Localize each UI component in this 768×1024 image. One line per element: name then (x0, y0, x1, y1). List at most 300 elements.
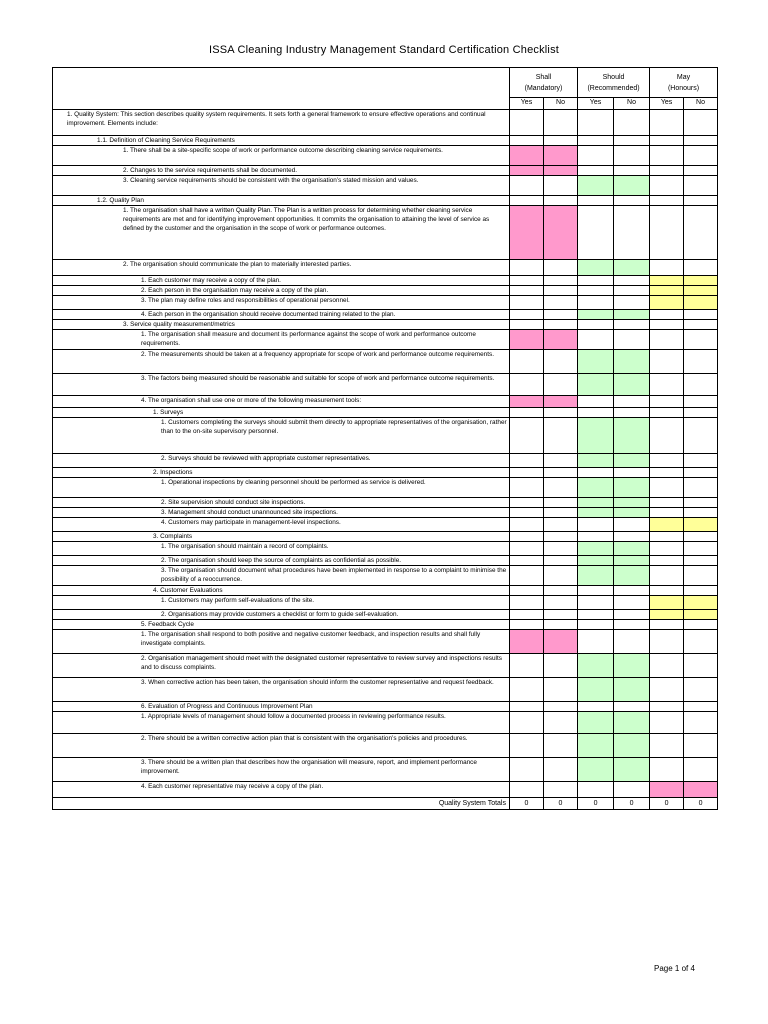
shall-yes-checkbox-cell[interactable] (510, 542, 544, 556)
shall-no-checkbox-cell[interactable] (544, 286, 578, 296)
may-yes-checkbox-cell[interactable] (650, 468, 684, 478)
may-yes-checkbox-cell[interactable] (650, 498, 684, 508)
may-no-checkbox-cell[interactable] (684, 396, 718, 408)
may-no-checkbox-cell[interactable] (684, 110, 718, 136)
should-yes-checkbox-cell[interactable] (578, 276, 614, 286)
should-yes-checkbox-cell[interactable] (578, 310, 614, 320)
may-no-checkbox-cell[interactable] (684, 630, 718, 654)
checklist-row (53, 556, 718, 566)
should-yes-checkbox-cell[interactable] (578, 478, 614, 498)
should-yes-checkbox-cell[interactable] (578, 712, 614, 734)
should-yes-checkbox-cell[interactable] (578, 286, 614, 296)
should-no-checkbox-cell[interactable] (614, 518, 650, 532)
shall-no-checkbox-cell[interactable] (544, 296, 578, 310)
may-no-checkbox-cell[interactable] (684, 782, 718, 798)
shall-no-checkbox-cell[interactable] (544, 146, 578, 166)
shall-yes-checkbox-cell[interactable] (510, 166, 544, 176)
may-no-checkbox-cell[interactable] (684, 678, 718, 702)
checklist-row (53, 566, 718, 586)
may-no-checkbox-cell[interactable] (684, 508, 718, 518)
should-no-checkbox-cell[interactable] (614, 260, 650, 276)
should-no-checkbox-cell[interactable] (614, 678, 650, 702)
should-no-checkbox-cell[interactable] (614, 508, 650, 518)
should-yes-checkbox-cell[interactable] (578, 566, 614, 586)
should-no-checkbox-cell[interactable] (614, 734, 650, 758)
should-yes-checkbox-cell[interactable] (578, 418, 614, 454)
shall-yes-checkbox-cell[interactable] (510, 596, 544, 610)
checklist-row (53, 350, 718, 374)
may-no-checkbox-cell[interactable] (684, 166, 718, 176)
shall-no-checkbox-cell[interactable] (544, 610, 578, 620)
shall-no-checkbox-cell[interactable] (544, 276, 578, 286)
requirement-text: 2. Site supervision should conduct site inspections. (53, 498, 510, 508)
may-yes-checkbox-cell[interactable] (650, 310, 684, 320)
should-yes-checkbox-cell[interactable] (578, 330, 614, 350)
shall-yes-checkbox-cell[interactable] (510, 478, 544, 498)
should-no-checkbox-cell[interactable] (614, 296, 650, 310)
shall-yes-checkbox-cell[interactable] (510, 556, 544, 566)
shall-yes-checkbox-cell[interactable] (510, 678, 544, 702)
may-yes-checkbox-cell[interactable] (650, 146, 684, 166)
should-yes-checkbox-cell[interactable] (578, 508, 614, 518)
should-no-checkbox-cell[interactable] (614, 702, 650, 712)
may-no-checkbox-cell[interactable] (684, 310, 718, 320)
should-no-checkbox-cell[interactable] (614, 196, 650, 206)
may-yes-header: Yes (650, 98, 684, 110)
shall-no-checkbox-cell[interactable] (544, 630, 578, 654)
requirement-text: 2. Organisations may provide customers a checklist or form to guide self-evaluation. (53, 610, 510, 620)
may-no-checkbox-cell[interactable] (684, 196, 718, 206)
checklist-row (53, 596, 718, 610)
checklist-row (53, 782, 718, 798)
may-no-checkbox-cell[interactable] (684, 176, 718, 196)
shall-no-checkbox-cell[interactable] (544, 468, 578, 478)
may-no-checkbox-cell[interactable] (684, 146, 718, 166)
may-yes-checkbox-cell[interactable] (650, 542, 684, 556)
shall-yes-checkbox-cell[interactable] (510, 260, 544, 276)
should-yes-checkbox-cell[interactable] (578, 758, 614, 782)
should-yes-checkbox-cell[interactable] (578, 296, 614, 310)
may-yes-checkbox-cell[interactable] (650, 374, 684, 396)
shall-no-checkbox-cell[interactable] (544, 620, 578, 630)
should-no-checkbox-cell[interactable] (614, 110, 650, 136)
should-yes-checkbox-cell[interactable] (578, 542, 614, 556)
total-value: 0 (614, 798, 650, 810)
shall-yes-checkbox-cell[interactable] (510, 350, 544, 374)
shall-no-checkbox-cell[interactable] (544, 508, 578, 518)
may-no-checkbox-cell[interactable] (684, 286, 718, 296)
shall-no-checkbox-cell[interactable] (544, 566, 578, 586)
shall-no-checkbox-cell[interactable] (544, 110, 578, 136)
checklist-row (53, 508, 718, 518)
shall-no-checkbox-cell[interactable] (544, 330, 578, 350)
shall-no-checkbox-cell[interactable] (544, 408, 578, 418)
may-no-checkbox-cell[interactable] (684, 712, 718, 734)
shall-yes-checkbox-cell[interactable] (510, 374, 544, 396)
may-yes-checkbox-cell[interactable] (650, 596, 684, 610)
shall-yes-checkbox-cell[interactable] (510, 146, 544, 166)
requirement-text: 1.2. Quality Plan (53, 196, 510, 206)
may-no-checkbox-cell[interactable] (684, 610, 718, 620)
shall-no-checkbox-cell[interactable] (544, 498, 578, 508)
shall-yes-checkbox-cell[interactable] (510, 620, 544, 630)
shall-no-checkbox-cell[interactable] (544, 758, 578, 782)
checklist-row (53, 330, 718, 350)
should-no-checkbox-cell[interactable] (614, 712, 650, 734)
shall-no-checkbox-cell[interactable] (544, 478, 578, 498)
should-yes-checkbox-cell[interactable] (578, 678, 614, 702)
shall-no-checkbox-cell[interactable] (544, 166, 578, 176)
should-no-checkbox-cell[interactable] (614, 596, 650, 610)
shall-yes-checkbox-cell[interactable] (510, 136, 544, 146)
should-no-checkbox-cell[interactable] (614, 176, 650, 196)
requirement-text: 1. There shall be a site-specific scope of work or performance outcome describing cleaning service requirements. (53, 146, 510, 166)
shall-yes-checkbox-cell[interactable] (510, 498, 544, 508)
should-yes-checkbox-cell[interactable] (578, 166, 614, 176)
may-no-checkbox-cell[interactable] (684, 374, 718, 396)
should-yes-checkbox-cell[interactable] (578, 176, 614, 196)
may-no-checkbox-cell[interactable] (684, 566, 718, 586)
shall-yes-checkbox-cell[interactable] (510, 654, 544, 678)
may-yes-checkbox-cell[interactable] (650, 136, 684, 146)
shall-yes-checkbox-cell[interactable] (510, 508, 544, 518)
may-yes-checkbox-cell[interactable] (650, 350, 684, 374)
should-yes-checkbox-cell[interactable] (578, 396, 614, 408)
may-yes-checkbox-cell[interactable] (650, 630, 684, 654)
may-yes-checkbox-cell[interactable] (650, 286, 684, 296)
should-yes-checkbox-cell[interactable] (578, 556, 614, 566)
requirement-text: 5. Feedback Cycle (53, 620, 510, 630)
should-no-checkbox-cell[interactable] (614, 286, 650, 296)
should-no-checkbox-cell[interactable] (614, 166, 650, 176)
shall-no-checkbox-cell[interactable] (544, 418, 578, 454)
requirement-text: 4. Customers may participate in management-level inspections. (53, 518, 510, 532)
totals-label: Quality System Totals (53, 798, 510, 810)
may-yes-checkbox-cell[interactable] (650, 620, 684, 630)
shall-yes-checkbox-cell[interactable] (510, 206, 544, 260)
requirement-text: 3. The organisation should document what procedures have been implemented in response to a complaint to minimise the possibility of a reoccurrence. (53, 566, 510, 586)
shall-no-checkbox-cell[interactable] (544, 586, 578, 596)
shall-no-checkbox-cell[interactable] (544, 518, 578, 532)
requirement-text: 2. Organisation management should meet with the designated customer representative to review survey and inspections results and to discuss complaints. (53, 654, 510, 678)
should-no-checkbox-cell[interactable] (614, 654, 650, 678)
shall-yes-checkbox-cell[interactable] (510, 276, 544, 286)
should-yes-checkbox-cell[interactable] (578, 734, 614, 758)
may-yes-checkbox-cell[interactable] (650, 110, 684, 136)
checklist-row (53, 166, 718, 176)
may-yes-checkbox-cell[interactable] (650, 566, 684, 586)
may-yes-checkbox-cell[interactable] (650, 610, 684, 620)
shall-no-checkbox-cell[interactable] (544, 206, 578, 260)
shall-yes-checkbox-cell[interactable] (510, 566, 544, 586)
page-title: ISSA Cleaning Industry Management Standard Certification Checklist (208, 44, 560, 56)
may-no-checkbox-cell[interactable] (684, 596, 718, 610)
shall-yes-checkbox-cell[interactable] (510, 758, 544, 782)
shall-no-checkbox-cell[interactable] (544, 678, 578, 702)
should-yes-checkbox-cell[interactable] (578, 454, 614, 468)
should-no-checkbox-cell[interactable] (614, 206, 650, 260)
shall-yes-checkbox-cell[interactable] (510, 286, 544, 296)
may-no-checkbox-cell[interactable] (684, 518, 718, 532)
should-no-checkbox-cell[interactable] (614, 468, 650, 478)
may-yes-checkbox-cell[interactable] (650, 518, 684, 532)
requirement-text: 1. Surveys (53, 408, 510, 418)
should-no-checkbox-cell[interactable] (614, 542, 650, 556)
checklist-row (53, 176, 718, 196)
shall-yes-header: Yes (510, 98, 544, 110)
may-no-checkbox-cell[interactable] (684, 734, 718, 758)
should-no-checkbox-cell[interactable] (614, 396, 650, 408)
may-yes-checkbox-cell[interactable] (650, 782, 684, 798)
should-no-checkbox-cell[interactable] (614, 620, 650, 630)
requirement-text: 2. The organisation should keep the source of complaints as confidential as possible. (53, 556, 510, 566)
should-no-checkbox-cell[interactable] (614, 782, 650, 798)
shall-no-checkbox-cell[interactable] (544, 556, 578, 566)
should-no-checkbox-cell[interactable] (614, 136, 650, 146)
may-no-checkbox-cell[interactable] (684, 478, 718, 498)
may-no-checkbox-cell[interactable] (684, 330, 718, 350)
may-no-checkbox-cell[interactable] (684, 276, 718, 286)
may-yes-checkbox-cell[interactable] (650, 586, 684, 596)
checklist-row (53, 196, 718, 206)
should-yes-checkbox-cell[interactable] (578, 702, 614, 712)
may-no-checkbox-cell[interactable] (684, 468, 718, 478)
shall-no-checkbox-cell[interactable] (544, 532, 578, 542)
should-yes-checkbox-cell[interactable] (578, 206, 614, 260)
should-yes-checkbox-cell[interactable] (578, 146, 614, 166)
shall-yes-checkbox-cell[interactable] (510, 782, 544, 798)
may-no-checkbox-cell[interactable] (684, 418, 718, 454)
requirement-text: 1. The organisation should maintain a record of complaints. (53, 542, 510, 556)
checklist-row (53, 260, 718, 276)
should-no-header: No (614, 98, 650, 110)
may-yes-checkbox-cell[interactable] (650, 196, 684, 206)
may-no-checkbox-cell[interactable] (684, 408, 718, 418)
may-yes-checkbox-cell[interactable] (650, 532, 684, 542)
shall-yes-checkbox-cell[interactable] (510, 532, 544, 542)
may-no-checkbox-cell[interactable] (684, 532, 718, 542)
may-no-checkbox-cell[interactable] (684, 206, 718, 260)
should-no-checkbox-cell[interactable] (614, 610, 650, 620)
total-value: 0 (544, 798, 578, 810)
may-yes-checkbox-cell[interactable] (650, 454, 684, 468)
should-no-checkbox-cell[interactable] (614, 418, 650, 454)
shall-yes-checkbox-cell[interactable] (510, 310, 544, 320)
should-no-checkbox-cell[interactable] (614, 408, 650, 418)
should-no-checkbox-cell[interactable] (614, 498, 650, 508)
may-yes-checkbox-cell[interactable] (650, 408, 684, 418)
requirement-text: 4. Each customer representative may receive a copy of the plan. (53, 782, 510, 798)
checklist-row (53, 146, 718, 166)
may-yes-checkbox-cell[interactable] (650, 556, 684, 566)
checklist-row (53, 542, 718, 556)
shall-no-checkbox-cell[interactable] (544, 702, 578, 712)
should-yes-checkbox-cell[interactable] (578, 136, 614, 146)
should-no-checkbox-cell[interactable] (614, 478, 650, 498)
requirement-text: 1. Appropriate levels of management should follow a documented process in reviewing performance results. (53, 712, 510, 734)
should-no-checkbox-cell[interactable] (614, 330, 650, 350)
checklist-row (53, 206, 718, 260)
should-no-checkbox-cell[interactable] (614, 566, 650, 586)
may-no-checkbox-cell[interactable] (684, 296, 718, 310)
shall-no-checkbox-cell[interactable] (544, 320, 578, 330)
checklist-row (53, 110, 718, 136)
checklist-row (53, 678, 718, 702)
shall-yes-checkbox-cell[interactable] (510, 702, 544, 712)
should-yes-checkbox-cell[interactable] (578, 320, 614, 330)
should-no-checkbox-cell[interactable] (614, 586, 650, 596)
shall-yes-checkbox-cell[interactable] (510, 110, 544, 136)
may-yes-checkbox-cell[interactable] (650, 276, 684, 286)
checklist-row (53, 498, 718, 508)
may-no-checkbox-cell[interactable] (684, 542, 718, 556)
may-no-checkbox-cell[interactable] (684, 350, 718, 374)
may-yes-checkbox-cell[interactable] (650, 296, 684, 310)
shall-no-checkbox-cell[interactable] (544, 176, 578, 196)
should-no-checkbox-cell[interactable] (614, 532, 650, 542)
shall-yes-checkbox-cell[interactable] (510, 418, 544, 454)
shall-yes-checkbox-cell[interactable] (510, 396, 544, 408)
may-yes-checkbox-cell[interactable] (650, 166, 684, 176)
may-yes-checkbox-cell[interactable] (650, 758, 684, 782)
shall-no-checkbox-cell[interactable] (544, 734, 578, 758)
may-yes-checkbox-cell[interactable] (650, 396, 684, 408)
should-no-checkbox-cell[interactable] (614, 454, 650, 468)
may-yes-checkbox-cell[interactable] (650, 176, 684, 196)
may-yes-checkbox-cell[interactable] (650, 260, 684, 276)
shall-no-checkbox-cell[interactable] (544, 396, 578, 408)
may-no-checkbox-cell[interactable] (684, 620, 718, 630)
shall-yes-checkbox-cell[interactable] (510, 320, 544, 330)
should-no-checkbox-cell[interactable] (614, 276, 650, 286)
may-no-checkbox-cell[interactable] (684, 586, 718, 596)
shall-yes-checkbox-cell[interactable] (510, 408, 544, 418)
should-no-checkbox-cell[interactable] (614, 310, 650, 320)
should-no-checkbox-cell[interactable] (614, 350, 650, 374)
header-may-label: May (Honours) (667, 73, 700, 92)
shall-no-checkbox-cell[interactable] (544, 542, 578, 556)
may-yes-checkbox-cell[interactable] (650, 206, 684, 260)
should-no-checkbox-cell[interactable] (614, 758, 650, 782)
may-no-checkbox-cell[interactable] (684, 758, 718, 782)
totals-row (53, 798, 718, 810)
shall-no-checkbox-cell[interactable] (544, 260, 578, 276)
checklist-row (53, 610, 718, 620)
shall-no-checkbox-cell[interactable] (544, 310, 578, 320)
should-yes-checkbox-cell[interactable] (578, 654, 614, 678)
should-yes-checkbox-cell[interactable] (578, 468, 614, 478)
checklist-table (52, 67, 718, 810)
may-no-checkbox-cell[interactable] (684, 498, 718, 508)
may-yes-checkbox-cell[interactable] (650, 418, 684, 454)
may-yes-checkbox-cell[interactable] (650, 478, 684, 498)
should-yes-checkbox-cell[interactable] (578, 610, 614, 620)
may-yes-checkbox-cell[interactable] (650, 678, 684, 702)
should-yes-checkbox-cell[interactable] (578, 532, 614, 542)
should-no-checkbox-cell[interactable] (614, 630, 650, 654)
may-yes-checkbox-cell[interactable] (650, 734, 684, 758)
shall-no-checkbox-cell[interactable] (544, 196, 578, 206)
shall-yes-checkbox-cell[interactable] (510, 330, 544, 350)
shall-yes-checkbox-cell[interactable] (510, 630, 544, 654)
should-yes-checkbox-cell[interactable] (578, 196, 614, 206)
should-yes-checkbox-cell[interactable] (578, 408, 614, 418)
shall-yes-checkbox-cell[interactable] (510, 712, 544, 734)
shall-yes-checkbox-cell[interactable] (510, 734, 544, 758)
should-yes-checkbox-cell[interactable] (578, 620, 614, 630)
shall-no-checkbox-cell[interactable] (544, 654, 578, 678)
shall-no-checkbox-cell[interactable] (544, 136, 578, 146)
should-yes-checkbox-cell[interactable] (578, 110, 614, 136)
header-blank-cell (53, 68, 510, 110)
may-yes-checkbox-cell[interactable] (650, 330, 684, 350)
requirement-text: 1. Each customer may receive a copy of the plan. (53, 276, 510, 286)
may-yes-checkbox-cell[interactable] (650, 320, 684, 330)
may-no-checkbox-cell[interactable] (684, 556, 718, 566)
requirement-text: 2. Each person in the organisation may receive a copy of the plan. (53, 286, 510, 296)
shall-yes-checkbox-cell[interactable] (510, 468, 544, 478)
shall-yes-checkbox-cell[interactable] (510, 176, 544, 196)
may-yes-checkbox-cell[interactable] (650, 508, 684, 518)
may-no-checkbox-cell[interactable] (684, 654, 718, 678)
shall-yes-checkbox-cell[interactable] (510, 610, 544, 620)
should-yes-checkbox-cell[interactable] (578, 518, 614, 532)
shall-yes-checkbox-cell[interactable] (510, 586, 544, 596)
should-yes-checkbox-cell[interactable] (578, 498, 614, 508)
requirement-text: 6. Evaluation of Progress and Continuous Improvement Plan (53, 702, 510, 712)
checklist-row (53, 758, 718, 782)
shall-yes-checkbox-cell[interactable] (510, 454, 544, 468)
may-no-checkbox-cell[interactable] (684, 702, 718, 712)
may-yes-checkbox-cell[interactable] (650, 654, 684, 678)
may-no-checkbox-cell[interactable] (684, 136, 718, 146)
may-yes-checkbox-cell[interactable] (650, 702, 684, 712)
should-yes-checkbox-cell[interactable] (578, 350, 614, 374)
header-shall (510, 68, 578, 98)
checklist-row (53, 136, 718, 146)
requirement-text: 3. There should be a written plan that describes how the organisation will measure, report, and implement performance improvement. (53, 758, 510, 782)
shall-yes-checkbox-cell[interactable] (510, 296, 544, 310)
shall-no-checkbox-cell[interactable] (544, 782, 578, 798)
should-no-checkbox-cell[interactable] (614, 374, 650, 396)
should-yes-checkbox-cell[interactable] (578, 586, 614, 596)
requirement-text: 3. Complaints (53, 532, 510, 542)
shall-no-checkbox-cell[interactable] (544, 350, 578, 374)
should-yes-checkbox-cell[interactable] (578, 782, 614, 798)
shall-no-checkbox-cell[interactable] (544, 712, 578, 734)
may-no-checkbox-cell[interactable] (684, 454, 718, 468)
requirement-text: 1. Customers completing the surveys should submit them directly to appropriate representatives of the organisation, rather than to the on-site supervisory personnel. (53, 418, 510, 454)
should-no-checkbox-cell[interactable] (614, 146, 650, 166)
shall-no-checkbox-cell[interactable] (544, 596, 578, 610)
requirement-text: 3. The factors being measured should be reasonable and suitable for scope of work and performance outcome requirements. (53, 374, 510, 396)
should-yes-checkbox-cell[interactable] (578, 260, 614, 276)
should-no-checkbox-cell[interactable] (614, 320, 650, 330)
header-row (53, 68, 718, 98)
may-no-checkbox-cell[interactable] (684, 320, 718, 330)
should-yes-checkbox-cell[interactable] (578, 374, 614, 396)
shall-no-checkbox-cell[interactable] (544, 374, 578, 396)
may-no-checkbox-cell[interactable] (684, 260, 718, 276)
checklist-row (53, 418, 718, 454)
shall-yes-checkbox-cell[interactable] (510, 196, 544, 206)
should-yes-checkbox-cell[interactable] (578, 596, 614, 610)
shall-no-checkbox-cell[interactable] (544, 454, 578, 468)
shall-yes-checkbox-cell[interactable] (510, 518, 544, 532)
should-no-checkbox-cell[interactable] (614, 556, 650, 566)
should-yes-checkbox-cell[interactable] (578, 630, 614, 654)
may-yes-checkbox-cell[interactable] (650, 712, 684, 734)
